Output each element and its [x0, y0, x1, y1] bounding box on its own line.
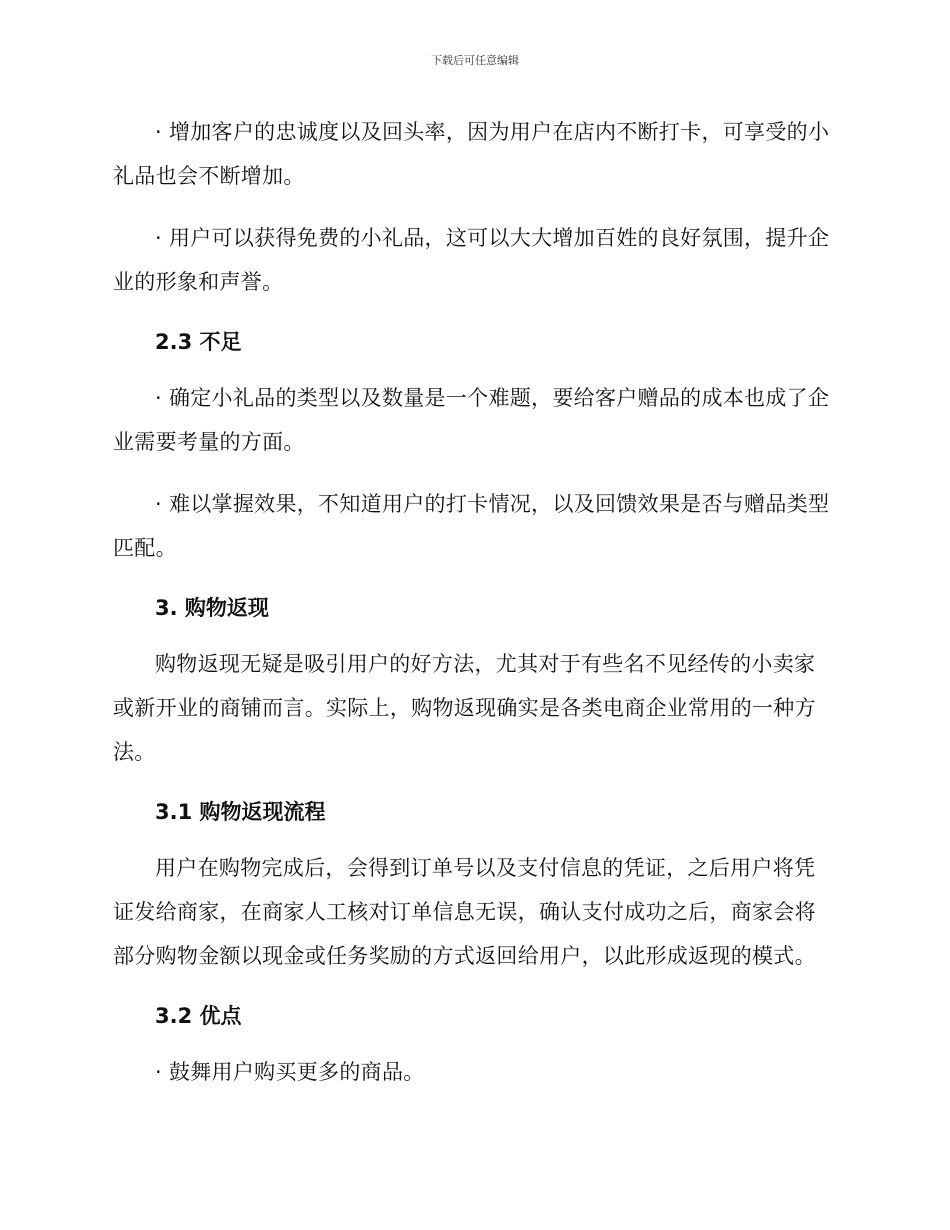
section-heading: 3. 购物返现 [155, 596, 269, 620]
bullet-paragraph: · 难以掌握效果，不知道用户的打卡情况，以及回馈效果是否与赠品类型匹配。 [113, 492, 830, 560]
section-heading: 3.1 购物返现流程 [155, 800, 326, 824]
section-heading: 3.2 优点 [155, 1004, 242, 1028]
bullet-paragraph: · 鼓舞用户购买更多的商品。 [155, 1060, 425, 1084]
bullet-paragraph: · 用户可以获得免费的小礼品，这可以大大增加百姓的良好氛围，提升企业的形象和声誉。 [113, 226, 830, 294]
document-body [113, 110, 833, 1112]
body-paragraph: 购物返现无疑是吸引用户的好方法，尤其对于有些名不见经传的小卖家或新开业的商铺而言。实际上，购物返现确实是各类电商企业常用的一种方法。 [113, 652, 816, 764]
bullet-paragraph: · 增加客户的忠诚度以及回头率，因为用户在店内不断打卡，可享受的小礼品也会不断增加。 [113, 120, 830, 188]
section-heading: 2.3 不足 [155, 330, 242, 354]
bullet-paragraph: · 确定小礼品的类型以及数量是一个难题，要给客户赠品的成本也成了企业需要考量的方面。 [113, 386, 830, 454]
page-header: 下载后可任意编辑 [431, 54, 519, 67]
body-paragraph: 用户在购物完成后，会得到订单号以及支付信息的凭证，之后用户将凭证发给商家，在商家人工核对订单信息无误，确认支付成功之后，商家会将部分购物金额以现金或任务奖励的方式返回给用户，以此形成返现的模式。 [113, 856, 816, 968]
